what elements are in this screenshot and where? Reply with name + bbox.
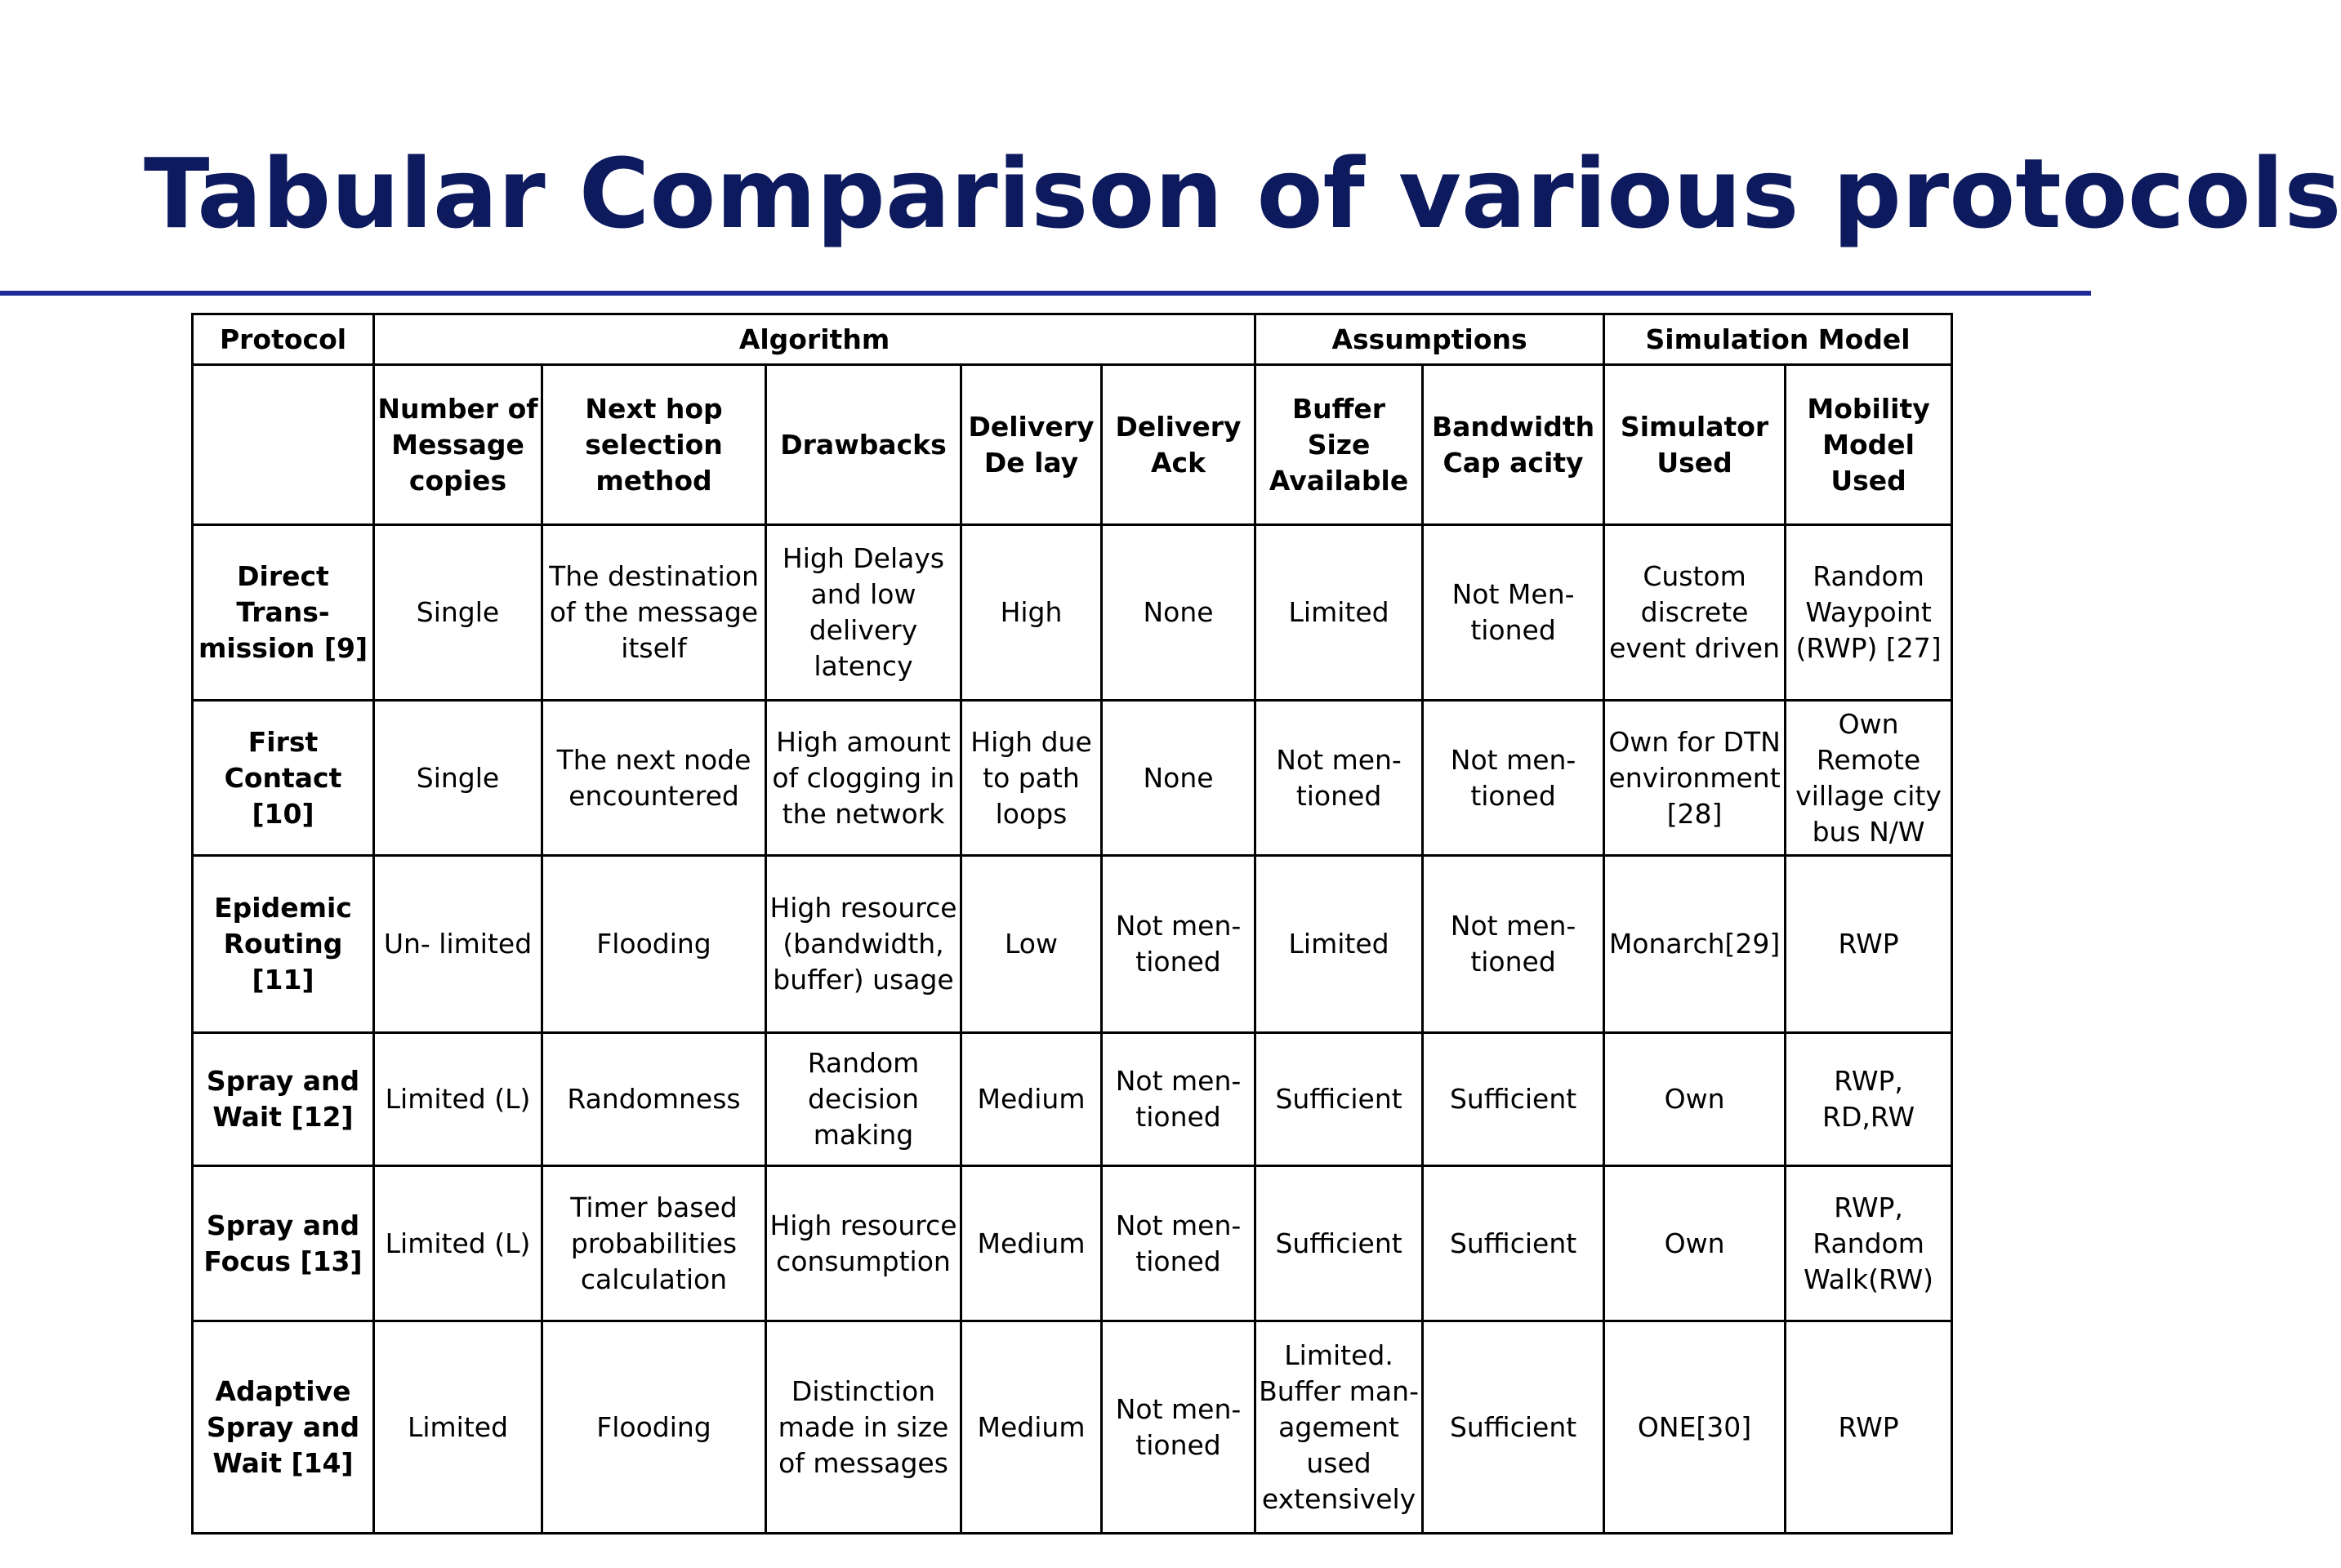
page-title: Tabular Comparison of various protocols — [144, 137, 2341, 250]
table-row — [193, 856, 1952, 1033]
cell-ack: Not men- tioned — [1102, 856, 1255, 1033]
cell-buffer: Limited. Buffer man- agement used extensively — [1255, 1321, 1423, 1534]
cell-drawbacks: Random decision making — [766, 1033, 961, 1166]
cell-protocol: Epidemic Routing [11] — [193, 856, 374, 1033]
cell-ack: None — [1102, 701, 1255, 856]
cell-buffer: Limited — [1255, 525, 1423, 701]
cell-buffer: Sufficient — [1255, 1166, 1423, 1321]
cell-buffer: Not men- tioned — [1255, 701, 1423, 856]
cell-delay: High — [961, 525, 1102, 701]
cell-drawbacks: Distinction made in size of messages — [766, 1321, 961, 1534]
cell-protocol: Spray and Focus [13] — [193, 1166, 374, 1321]
cell-mobility: RWP, Random Walk(RW) — [1786, 1166, 1952, 1321]
cell-bandwidth: Sufficient — [1423, 1033, 1604, 1166]
cell-bandwidth: Not men- tioned — [1423, 856, 1604, 1033]
cell-ack: Not men- tioned — [1102, 1033, 1255, 1166]
cell-next-hop: Timer based probabilities calculation — [542, 1166, 766, 1321]
cell-simulator: Own for DTN environment [28] — [1604, 701, 1786, 856]
cell-next-hop: Flooding — [542, 856, 766, 1033]
group-header-row — [193, 314, 1952, 365]
cell-next-hop: The next node encountered — [542, 701, 766, 856]
cell-drawbacks: High resource (bandwidth, buffer) usage — [766, 856, 961, 1033]
header-delivery-delay: DeliveryDe lay — [961, 365, 1102, 525]
header-algorithm: Algorithm — [374, 314, 1255, 365]
header-protocol: Protocol — [193, 314, 374, 365]
cell-buffer: Limited — [1255, 856, 1423, 1033]
cell-drawbacks: High resource consumption — [766, 1166, 961, 1321]
cell-protocol: Adaptive Spray and Wait [14] — [193, 1321, 374, 1534]
cell-mobility: RWP — [1786, 856, 1952, 1033]
header-next-hop: Next hop selection method — [542, 365, 766, 525]
cell-protocol: Spray and Wait [12] — [193, 1033, 374, 1166]
cell-protocol: Direct Trans- mission [9] — [193, 525, 374, 701]
cell-simulator: ONE[30] — [1604, 1321, 1786, 1534]
header-assumptions: Assumptions — [1255, 314, 1604, 365]
title-divider — [0, 291, 2091, 296]
cell-copies: Limited (L) — [374, 1166, 542, 1321]
cell-bandwidth: Not Men- tioned — [1423, 525, 1604, 701]
cell-mobility: Own Remote village city bus N/W — [1786, 701, 1952, 856]
cell-copies: Single — [374, 525, 542, 701]
header-empty — [193, 365, 374, 525]
table-row — [193, 1321, 1952, 1534]
cell-mobility: RWP, RD,RW — [1786, 1033, 1952, 1166]
header-simulation-model: Simulation Model — [1604, 314, 1952, 365]
cell-bandwidth: Not men- tioned — [1423, 701, 1604, 856]
cell-ack: None — [1102, 525, 1255, 701]
header-bandwidth: BandwidthCap acity — [1423, 365, 1604, 525]
table-row — [193, 1166, 1952, 1321]
cell-next-hop: The destination of the message itself — [542, 525, 766, 701]
cell-buffer: Sufficient — [1255, 1033, 1423, 1166]
cell-delay: Medium — [961, 1321, 1102, 1534]
cell-simulator: Own — [1604, 1033, 1786, 1166]
comparison-table — [191, 313, 1953, 1535]
table-row — [193, 525, 1952, 701]
cell-bandwidth: Sufficient — [1423, 1321, 1604, 1534]
cell-simulator: Custom discrete event driven — [1604, 525, 1786, 701]
cell-drawbacks: High Delays and low delivery latency — [766, 525, 961, 701]
cell-protocol: First Contact [10] — [193, 701, 374, 856]
cell-ack: Not men- tioned — [1102, 1166, 1255, 1321]
header-buffer-size: Buffer Size Available — [1255, 365, 1423, 525]
cell-bandwidth: Sufficient — [1423, 1166, 1604, 1321]
table-row — [193, 1033, 1952, 1166]
cell-copies: Single — [374, 701, 542, 856]
cell-simulator: Own — [1604, 1166, 1786, 1321]
cell-copies: Un- limited — [374, 856, 542, 1033]
cell-delay: Medium — [961, 1033, 1102, 1166]
cell-next-hop: Flooding — [542, 1321, 766, 1534]
cell-delay: High due to path loops — [961, 701, 1102, 856]
cell-mobility: RWP — [1786, 1321, 1952, 1534]
header-drawbacks: Drawbacks — [766, 365, 961, 525]
cell-ack: Not men- tioned — [1102, 1321, 1255, 1534]
cell-drawbacks: High amount of clogging in the network — [766, 701, 961, 856]
header-mobility: Mobility Model Used — [1786, 365, 1952, 525]
sub-header-row — [193, 365, 1952, 525]
cell-next-hop: Randomness — [542, 1033, 766, 1166]
cell-mobility: Random Waypoint (RWP) [27] — [1786, 525, 1952, 701]
table-row — [193, 701, 1952, 856]
header-simulator: Simulator Used — [1604, 365, 1786, 525]
cell-copies: Limited — [374, 1321, 542, 1534]
cell-copies: Limited (L) — [374, 1033, 542, 1166]
header-message-copies: Number of Message copies — [374, 365, 542, 525]
cell-delay: Low — [961, 856, 1102, 1033]
cell-simulator: Monarch[29] — [1604, 856, 1786, 1033]
cell-delay: Medium — [961, 1166, 1102, 1321]
header-delivery-ack: Delivery Ack — [1102, 365, 1255, 525]
